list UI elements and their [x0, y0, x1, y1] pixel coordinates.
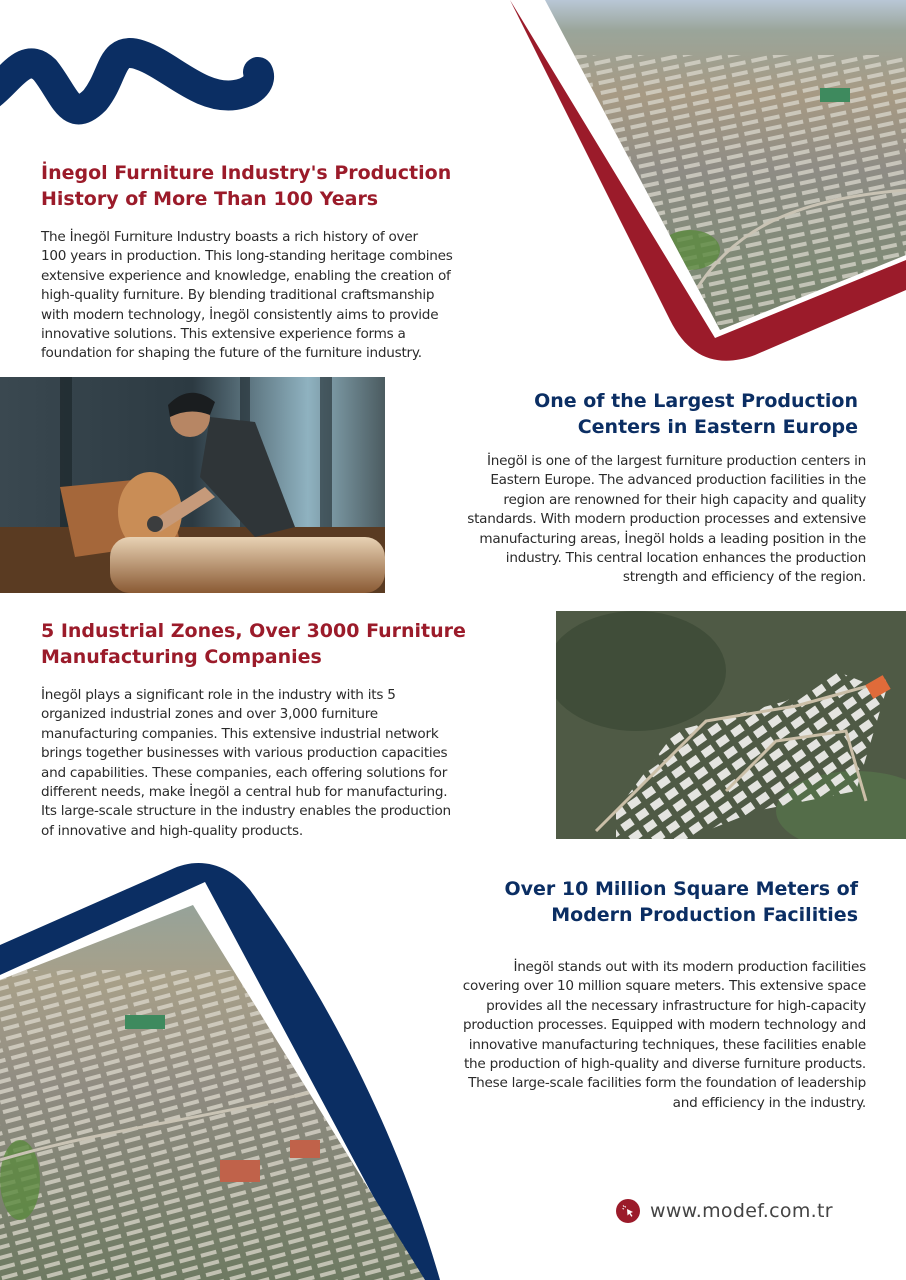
- section-body: [380, 958, 866, 1113]
- body-line: 100 years in production. This long-standing heritage combines: [41, 248, 453, 265]
- body-line: Eastern Europe. The advanced production facilities in the: [490, 472, 866, 489]
- section-body: [41, 686, 541, 841]
- section-title: [41, 618, 541, 670]
- section-title: [380, 876, 866, 928]
- title-line: One of the Largest Production: [534, 390, 858, 412]
- section-title: [380, 388, 866, 440]
- title-line: Manufacturing Companies: [41, 646, 322, 668]
- title-line: İnegol Furniture Industry's Production: [41, 162, 452, 184]
- body-line: the production of high-quality and diverse furniture products.: [463, 1056, 866, 1073]
- body-line: İnegöl is one of the largest furniture production centers in: [487, 453, 866, 469]
- body-line: foundation for shaping the future of the furniture industry.: [41, 345, 422, 362]
- body-line: Its large-scale structure in the industry enables the production: [41, 803, 451, 820]
- woodworker-log-photo: [0, 377, 385, 593]
- title-line: History of More Than 100 Years: [41, 188, 379, 210]
- body-line: manufacturing areas, İnegöl holds a leading position in the: [479, 530, 866, 547]
- cursor-click-icon: [616, 1199, 640, 1223]
- body-line: extensive experience and knowledge, enabling the creation of: [41, 267, 451, 284]
- body-line: production processes. Equipped with modern technology and: [463, 1017, 866, 1034]
- body-line: organized industrial zones and over 3,000 furniture: [41, 706, 378, 723]
- body-line: and capabilities. These companies, each offering solutions for: [41, 764, 448, 781]
- body-line: with modern technology, İnegöl consistently aims to provide: [41, 306, 439, 323]
- body-line: brings together businesses with various production capacities: [41, 745, 448, 762]
- aerial-industrial-zone-frame: [490, 0, 906, 380]
- body-line: provides all the necessary infrastructure for high-capacity: [486, 997, 866, 1014]
- website-url[interactable]: www.modef.com.tr: [650, 1200, 833, 1222]
- body-line: innovative solutions. This extensive experience forms a: [41, 326, 406, 343]
- website-link[interactable]: [616, 1199, 833, 1223]
- title-line: Modern Production Facilities: [551, 904, 858, 926]
- body-line: of innovative and high-quality products.: [41, 822, 303, 839]
- section-facilities: [380, 876, 866, 1113]
- section-body: [380, 452, 866, 588]
- section-title: [41, 160, 521, 212]
- body-line: İnegöl plays a significant role in the industry with its 5: [41, 687, 396, 703]
- body-line: and efficiency in the industry.: [672, 1094, 866, 1111]
- body-line: İnegöl stands out with its modern production facilities: [513, 959, 866, 975]
- title-line: Over 10 Million Square Meters of: [504, 878, 858, 900]
- body-line: strength and efficiency of the region.: [622, 569, 866, 586]
- body-line: standards. With modern production processes and extensive: [467, 511, 866, 528]
- body-line: region are renowned for their high capacity and quality: [503, 491, 866, 508]
- section-eastern-europe: [380, 388, 866, 588]
- section-industrial-zones: [41, 618, 541, 841]
- body-line: innovative manufacturing techniques, these facilities enable: [468, 1036, 866, 1053]
- body-line: industry. This central location enhances the production: [505, 550, 866, 567]
- title-line: Centers in Eastern Europe: [577, 416, 858, 438]
- body-line: These large-scale facilities form the foundation of leadership: [468, 1075, 866, 1092]
- body-line: covering over 10 million square meters. This extensive space: [462, 978, 866, 995]
- satellite-industrial-zone-photo: [556, 611, 906, 839]
- body-line: The İnegöl Furniture Industry boasts a rich history of over: [41, 229, 418, 245]
- title-line: 5 Industrial Zones, Over 3000 Furniture: [41, 620, 466, 642]
- section-history: [41, 160, 521, 364]
- decorative-squiggle: [0, 0, 300, 140]
- body-line: high-quality furniture. By blending traditional craftsmanship: [41, 287, 435, 304]
- section-body: [41, 228, 521, 364]
- body-line: manufacturing companies. This extensive industrial network: [41, 725, 439, 742]
- body-line: different needs, make İnegöl a central hub for manufacturing.: [41, 784, 448, 801]
